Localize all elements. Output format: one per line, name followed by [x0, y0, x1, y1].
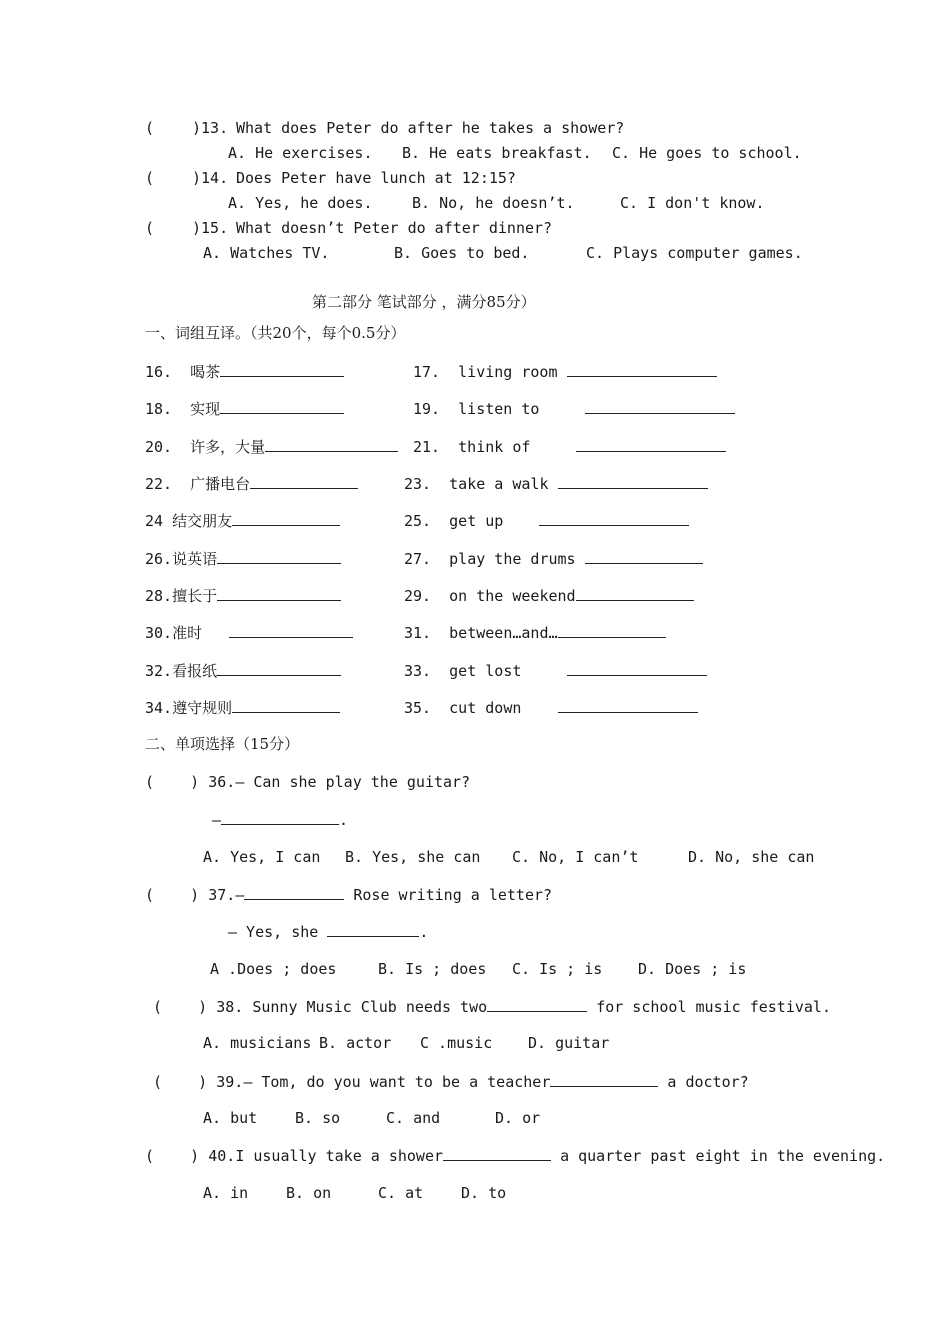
q13-paren: (	[145, 119, 155, 137]
phrase-18-blank[interactable]	[220, 398, 344, 414]
phrase-23-blank[interactable]	[558, 473, 708, 489]
q38-option-d: D. guitar	[528, 1034, 610, 1052]
phrase-34	[145, 697, 340, 718]
q40-blank[interactable]	[443, 1145, 551, 1161]
phrase-25-text: 25. get up	[404, 512, 504, 530]
q38-option-c: C .music	[420, 1034, 493, 1052]
q40-option-b: B. on	[286, 1184, 332, 1202]
phrase-25	[404, 510, 689, 531]
phrase-32-blank[interactable]	[217, 660, 341, 676]
phrase-21-text: 21. think of	[413, 438, 531, 456]
q40-option-d: D. to	[461, 1184, 507, 1202]
phrase-31	[404, 622, 666, 643]
phrase-30-text: 30.准时	[145, 624, 203, 642]
q39-option-c: C. and	[386, 1109, 441, 1127]
q40-option-a: A. in	[203, 1184, 249, 1202]
q39-option-b: B. so	[295, 1109, 341, 1127]
q37-number: ( ) 37.	[145, 886, 236, 904]
phrase-31-blank[interactable]	[558, 622, 666, 638]
q39-line	[153, 1071, 749, 1092]
phrase-20-text: 20. 许多，大量	[145, 438, 266, 456]
phrase-23	[404, 473, 708, 494]
phrase-34-blank[interactable]	[232, 697, 340, 713]
q15-option-a: A. Watches TV.	[203, 244, 330, 262]
q13-option-c: C. He goes to school.	[612, 144, 802, 162]
q13-option-b: B. He eats breakfast.	[402, 144, 592, 162]
phrase-26-text: 26.说英语	[145, 550, 218, 568]
phrase-29-text: 29. on the weekend	[404, 587, 576, 605]
q15-question: What doesn’t Peter do after dinner?	[236, 219, 553, 237]
q15-paren: (	[145, 219, 155, 237]
phrase-33-blank[interactable]	[567, 660, 707, 676]
q38-line	[153, 996, 831, 1017]
q37-option-c: C. Is ; is	[512, 960, 603, 978]
phrase-23-text: 23. take a walk	[404, 475, 549, 493]
q36-option-b: B. Yes, she can	[345, 848, 481, 866]
phrase-18-text: 18. 实现	[145, 400, 221, 418]
phrase-24	[145, 510, 340, 531]
phrase-24-text: 24 结交朋友	[145, 512, 233, 530]
phrase-35-blank[interactable]	[558, 697, 698, 713]
phrase-35-text: 35. cut down	[404, 699, 522, 717]
phrase-29-blank[interactable]	[576, 585, 694, 601]
section1-title: 一、词组互译。（共20个，每个0.5分）	[145, 324, 406, 342]
phrase-20	[145, 436, 398, 457]
phrase-31-text: 31. between…and…	[404, 624, 558, 642]
q39-option-d: D. or	[495, 1109, 541, 1127]
q37-reply-end: .	[419, 923, 429, 941]
phrase-22	[145, 473, 358, 494]
phrase-18	[145, 398, 344, 419]
q37-reply	[228, 921, 428, 942]
q38-option-a: A. musicians	[203, 1034, 312, 1052]
q15-number: )15.	[192, 219, 229, 237]
q36-option-c: C. No, I can’t	[512, 848, 639, 866]
phrase-19-blank[interactable]	[585, 398, 735, 414]
q37-option-a: A .Does ; does	[210, 960, 337, 978]
q37-blank-1[interactable]	[244, 884, 344, 900]
q36-option-a: A. Yes, I can	[203, 848, 321, 866]
phrase-34-text: 34.遵守规则	[145, 699, 233, 717]
q37-line	[145, 884, 552, 905]
phrase-20-blank[interactable]	[265, 436, 398, 452]
phrase-19	[413, 398, 735, 419]
q40-question-end: a quarter past eight in the evening.	[560, 1147, 886, 1165]
phrase-32	[145, 660, 341, 681]
q14-number: )14.	[192, 169, 229, 187]
q40-line	[145, 1145, 885, 1166]
phrase-22-blank[interactable]	[250, 473, 358, 489]
q40-number: ( ) 40.	[145, 1147, 236, 1165]
phrase-27-text: 27. play the drums	[404, 550, 576, 568]
phrase-35	[404, 697, 698, 718]
q38-blank[interactable]	[487, 996, 587, 1012]
phrase-29	[404, 585, 694, 606]
phrase-30-blank[interactable]	[229, 622, 353, 638]
phrase-32-text: 32.看报纸	[145, 662, 218, 680]
phrase-17-text: 17. living room	[413, 363, 558, 381]
phrase-26	[145, 548, 341, 569]
phrase-27-blank[interactable]	[585, 548, 703, 564]
q14-paren: (	[145, 169, 155, 187]
q38-question-start: Sunny Music Club needs two	[252, 998, 488, 1016]
phrase-33	[404, 660, 707, 681]
phrase-24-blank[interactable]	[232, 510, 340, 526]
phrase-16	[145, 361, 344, 382]
phrase-21-blank[interactable]	[576, 436, 726, 452]
phrase-16-blank[interactable]	[220, 361, 344, 377]
q39-option-a: A. but	[203, 1109, 258, 1127]
q36-question: — Can she play the guitar?	[235, 773, 471, 791]
q14-option-b: B. No, he doesn’t.	[412, 194, 575, 212]
q13-option-a: A. He exercises.	[228, 144, 373, 162]
phrase-21	[413, 436, 726, 457]
q14-question: Does Peter have lunch at 12:15?	[236, 169, 516, 187]
phrase-33-text: 33. get lost	[404, 662, 522, 680]
section2-title: 二、单项选择（15分）	[145, 735, 300, 753]
q38-number: ( ) 38.	[153, 998, 244, 1016]
q37-option-d: D. Does ; is	[638, 960, 747, 978]
q39-question-end: a doctor?	[667, 1073, 749, 1091]
q36-option-d: D. No, she can	[688, 848, 815, 866]
q40-question-start: I usually take a shower	[235, 1147, 444, 1165]
q39-question-start: — Tom, do you want to be a teacher	[243, 1073, 551, 1091]
part2-title: 第二部分 笔试部分 ，满分85分）	[312, 293, 536, 311]
q36-reply-dash: —	[212, 811, 222, 829]
q36-number: ( ) 36.	[145, 773, 236, 791]
phrase-16-text: 16. 喝茶	[145, 363, 221, 381]
phrase-28	[145, 585, 341, 606]
phrase-22-text: 22. 广播电台	[145, 475, 251, 493]
q36-reply: — .	[212, 811, 349, 829]
q15-option-b: B. Goes to bed.	[394, 244, 530, 262]
q39-number: ( ) 39.	[153, 1073, 244, 1091]
q38-option-b: B. actor	[319, 1034, 392, 1052]
q37-dash: —	[235, 886, 245, 904]
q13-number: )13.	[192, 119, 229, 137]
phrase-30	[145, 622, 353, 643]
q14-option-c: C. I don't know.	[620, 194, 765, 212]
q40-option-c: C. at	[378, 1184, 424, 1202]
phrase-26-blank[interactable]	[217, 548, 341, 564]
phrase-28-text: 28.擅长于	[145, 587, 218, 605]
q13-question: What does Peter do after he takes a shower?	[236, 119, 625, 137]
phrase-28-blank[interactable]	[217, 585, 341, 601]
q39-blank[interactable]	[550, 1071, 658, 1087]
q37-blank-2[interactable]	[327, 921, 419, 937]
q37-question: Rose writing a letter?	[353, 886, 553, 904]
q37-reply-text: — Yes, she	[228, 923, 319, 941]
q15-option-c: C. Plays computer games.	[586, 244, 803, 262]
phrase-27	[404, 548, 703, 569]
q36-line	[145, 772, 470, 792]
phrase-17	[413, 361, 717, 382]
phrase-25-blank[interactable]	[539, 510, 689, 526]
phrase-17-blank[interactable]	[567, 361, 717, 377]
q38-question-end: for school music festival.	[596, 998, 831, 1016]
phrase-19-text: 19. listen to	[413, 400, 540, 418]
q37-option-b: B. Is ; does	[378, 960, 487, 978]
q36-blank[interactable]	[221, 809, 339, 825]
q14-option-a: A. Yes, he does.	[228, 194, 373, 212]
